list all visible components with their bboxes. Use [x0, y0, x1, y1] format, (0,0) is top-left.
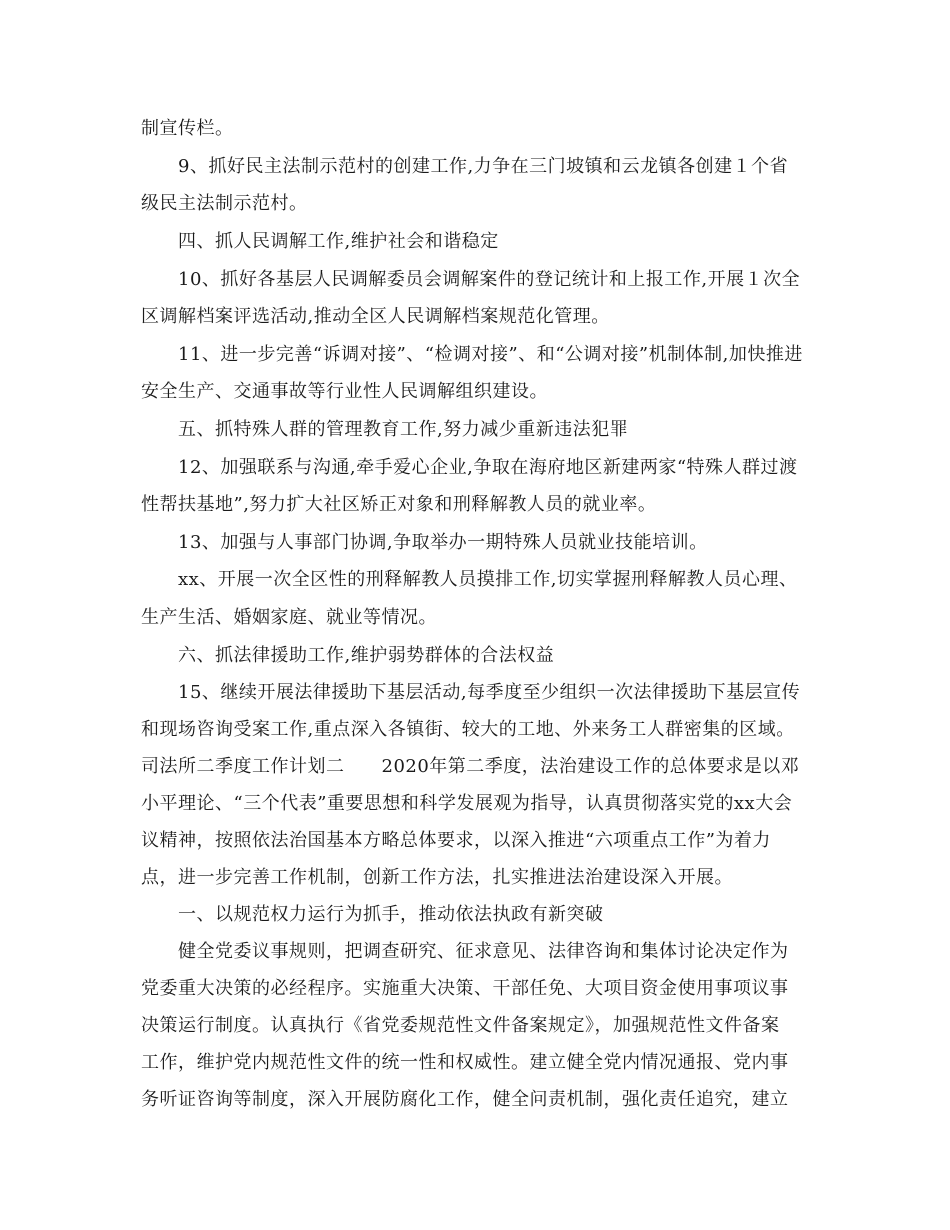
- text-line: 制宣传栏。: [141, 118, 234, 139]
- text-line: xx、开展一次全区性的刑释解教人员摸排工作,切实掌握刑释解教人员心理、: [178, 569, 798, 590]
- text-line: 点，进一步完善工作机制，创新工作方法，扎实推进法治建设深入开展。: [141, 867, 733, 888]
- text-line: 区调解档案评选活动,推动全区人民调解档案规范化管理。: [141, 306, 610, 327]
- text-line: 司法所二季度工作计划二 2020年第二季度，法治建设工作的总体要求是以邓: [141, 756, 800, 777]
- text-line: 健全党委议事规则，把调查研究、征求意见、法律咨询和集体讨论决定作为: [178, 941, 789, 962]
- text-line: 议精神，按照依法治国基本方略总体要求，以深入推进“六项重点工作”为着力: [141, 830, 771, 851]
- text-line: 决策运行制度。认真执行《省党委规范性文件备案规定》，加强规范性文件备案: [141, 1015, 780, 1036]
- text-line: 13、加强与人事部门协调,争取举办一期特殊人员就业技能培训。: [178, 532, 708, 553]
- text-line: 生产生活、婚姻家庭、就业等情况。: [141, 607, 437, 628]
- text-line: 性帮扶基地”,努力扩大社区矫正对象和刑释解教人员的就业率。: [141, 494, 657, 515]
- text-line: 15、继续开展法律援助下基层活动,每季度至少组织一次法律援助下基层宣传: [178, 682, 801, 703]
- text-line: 级民主法制示范村。: [141, 193, 308, 214]
- text-line: 安全生产、交通事故等行业性人民调解组织建设。: [141, 381, 548, 402]
- text-line: 和现场咨询受案工作,重点深入各镇街、较大的工地、外来务工人群密集的区域。: [141, 719, 795, 740]
- text-line: 小平理论、“三个代表”重要思想和科学发展观为指导，认真贯彻落实党的xx大会: [141, 793, 793, 814]
- section-heading: 一、以规范权力运行为抓手，推动依法执政有新突破: [178, 904, 604, 925]
- text-line: 务听证咨询等制度，深入开展防腐化工作，健全问责机制，强化责任追究，建立: [141, 1089, 789, 1110]
- text-line: 工作，维护党内规范性文件的统一性和权威性。建立健全党内情况通报、党内事: [141, 1052, 789, 1073]
- section-heading: 四、抓人民调解工作,维护社会和谐稳定: [178, 231, 499, 252]
- text-line: 9、抓好民主法制示范村的创建工作,力争在三门坡镇和云龙镇各创建１个省: [178, 156, 789, 177]
- section-heading: 五、抓特殊人群的管理教育工作,努力减少重新违法犯罪: [178, 419, 629, 440]
- text-line: 10、抓好各基层人民调解委员会调解案件的登记统计和上报工作,开展１次全: [178, 269, 801, 290]
- text-line: 11、进一步完善“诉调对接”、“检调对接”、和“公调对接”机制体制,加快推进: [178, 344, 803, 365]
- section-heading: 六、抓法律援助工作,维护弱势群体的合法权益: [178, 645, 555, 666]
- text-line: 12、加强联系与沟通,牵手爱心企业,争取在海府地区新建两家“特殊人群过渡: [178, 457, 798, 478]
- text-line: 党委重大决策的必经程序。实施重大决策、干部任免、大项目资金使用事项议事: [141, 978, 789, 999]
